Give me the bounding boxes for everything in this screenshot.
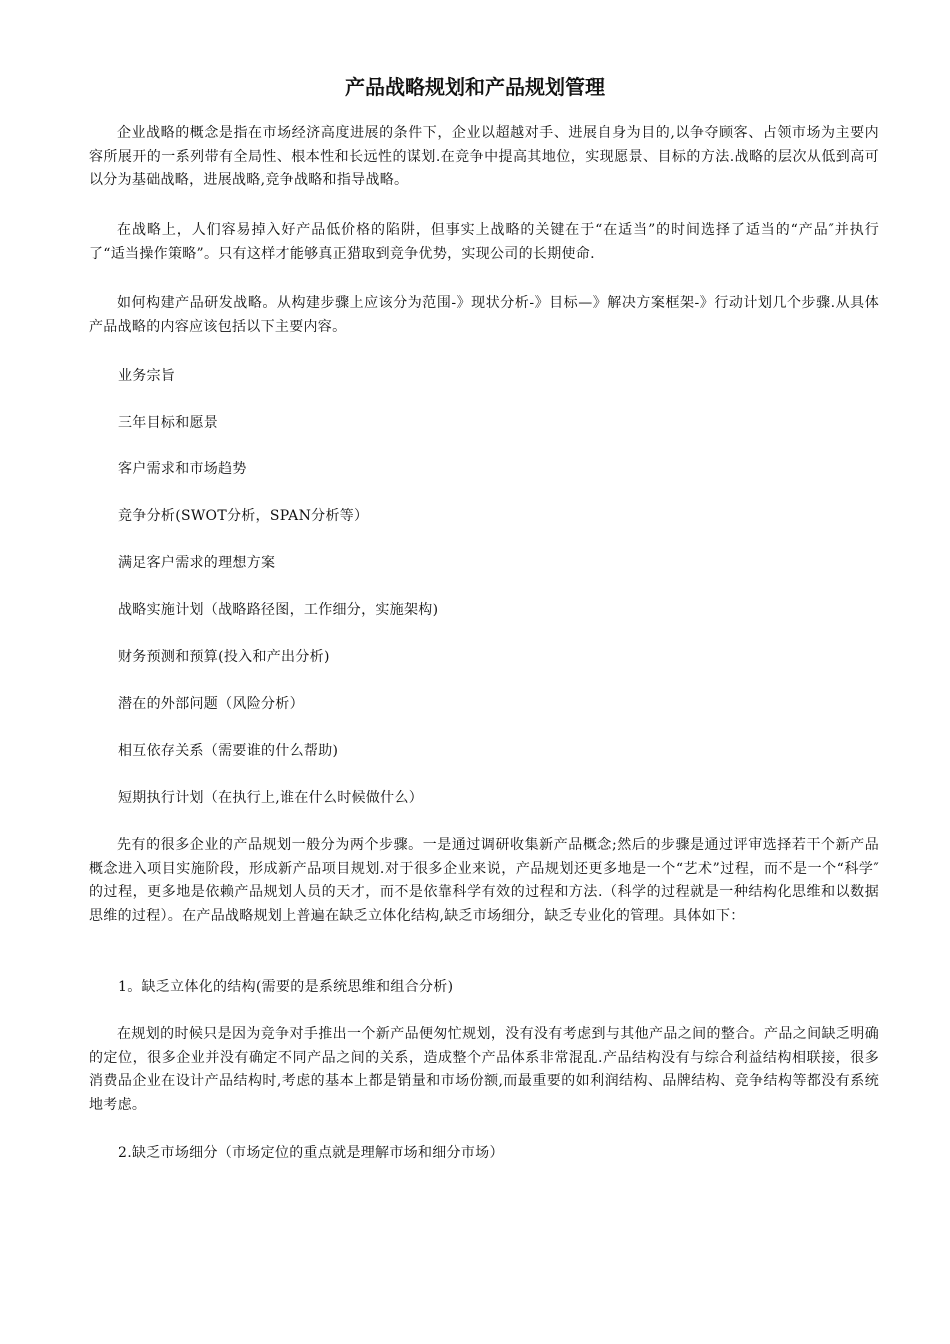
content-item-implementation-plan: 战略实施计划（战略路径图，工作细分，实施架构) (118, 602, 439, 618)
section-1-paragraph: 在规划的时候只是因为竞争对手推出一个新产品便匆忙规划，没有没有考虑到与其他产品之间的整合。产品之间缺乏明确的定位，很多企业并没有确定不同产品之间的关系，造成整个产品体系非常混乱.产品结构没有与综合利益结构相联接，很多消费品企业在设计产品结构时,考虑的基本上都是销量和市场份额,而最重要的如利润结构、品牌结构、竞争结构等都没有系统地考虑。 (89, 1026, 879, 1113)
content-item-short-term-plan: 短期执行计划（在执行上,谁在什么时候做什么） (118, 790, 424, 806)
content-item-competitive-analysis: 竞争分析(SWOT分析，SPAN分析等） (118, 508, 369, 524)
intro-paragraph-strategy-key: 在战略上，人们容易掉入好产品低价格的陷阱，但事实上战略的关键在于“在适当”的时间选择了适当的“产品″并执行了“适当操作策略”。只有这样才能够真正猎取到竞争优势，实现公司的长期使命. (89, 222, 879, 262)
content-item-ideal-solution: 满足客户需求的理想方案 (118, 555, 276, 571)
analysis-paragraph: 先有的很多企业的产品规划一般分为两个步骤。一是通过调研收集新产品概念;然后的步骤是通过评审选择若干个新产品概念进入项目实施阶段，形成新产品项目规划.对于很多企业来说，产品规划还更多地是一个“艺术”过程，而不是一个“科学″的过程，更多地是依赖产品规划人员的天才，而不是依靠科学有效的过程和方法.（科学的过程就是一种结构化思维和以数据思维的过程）。在产品战略规划上普遍在缺乏立体化结构,缺乏市场细分，缺乏专业化的管理。具体如下： (89, 837, 879, 924)
content-item-three-year-goals: 三年目标和愿景 (118, 415, 219, 431)
content-item-dependencies: 相互依存关系（需要谁的什么帮助) (118, 743, 339, 759)
intro-paragraph-strategy-concept: 企业战略的概念是指在市场经济高度进展的条件下，企业以超越对手、进展自身为目的,以争夺顾客、占领市场为主要内容所展开的一系列带有全局性、根本性和长远性的谋划.在竞争中提高其地位，实现愿景、目标的方法.战略的层次从低到高可以分为基础战略，进展战略,竞争战略和指导战略。 (89, 125, 879, 188)
section-1-heading: 1。缺乏立体化的结构(需要的是系统思维和组合分析) (118, 979, 454, 995)
content-item-external-risks: 潜在的外部问题（风险分析） (118, 696, 304, 712)
content-item-business-mission: 业务宗旨 (118, 368, 176, 384)
intro-paragraph-build-strategy: 如何构建产品研发战略。从构建步骤上应该分为范围-》现状分析-》目标—》解决方案框架-》行动计划几个步骤.从具体产品战略的内容应该包括以下主要内容。 (89, 295, 879, 335)
content-item-financial-forecast: 财务预测和预算(投入和产出分析) (118, 649, 330, 665)
section-2-heading: 2.缺乏市场细分（市场定位的重点就是理解市场和细分市场） (118, 1145, 504, 1161)
document-title: 产品战略规划和产品规划管理 (345, 75, 605, 99)
content-item-customer-needs: 客户需求和市场趋势 (118, 461, 247, 477)
